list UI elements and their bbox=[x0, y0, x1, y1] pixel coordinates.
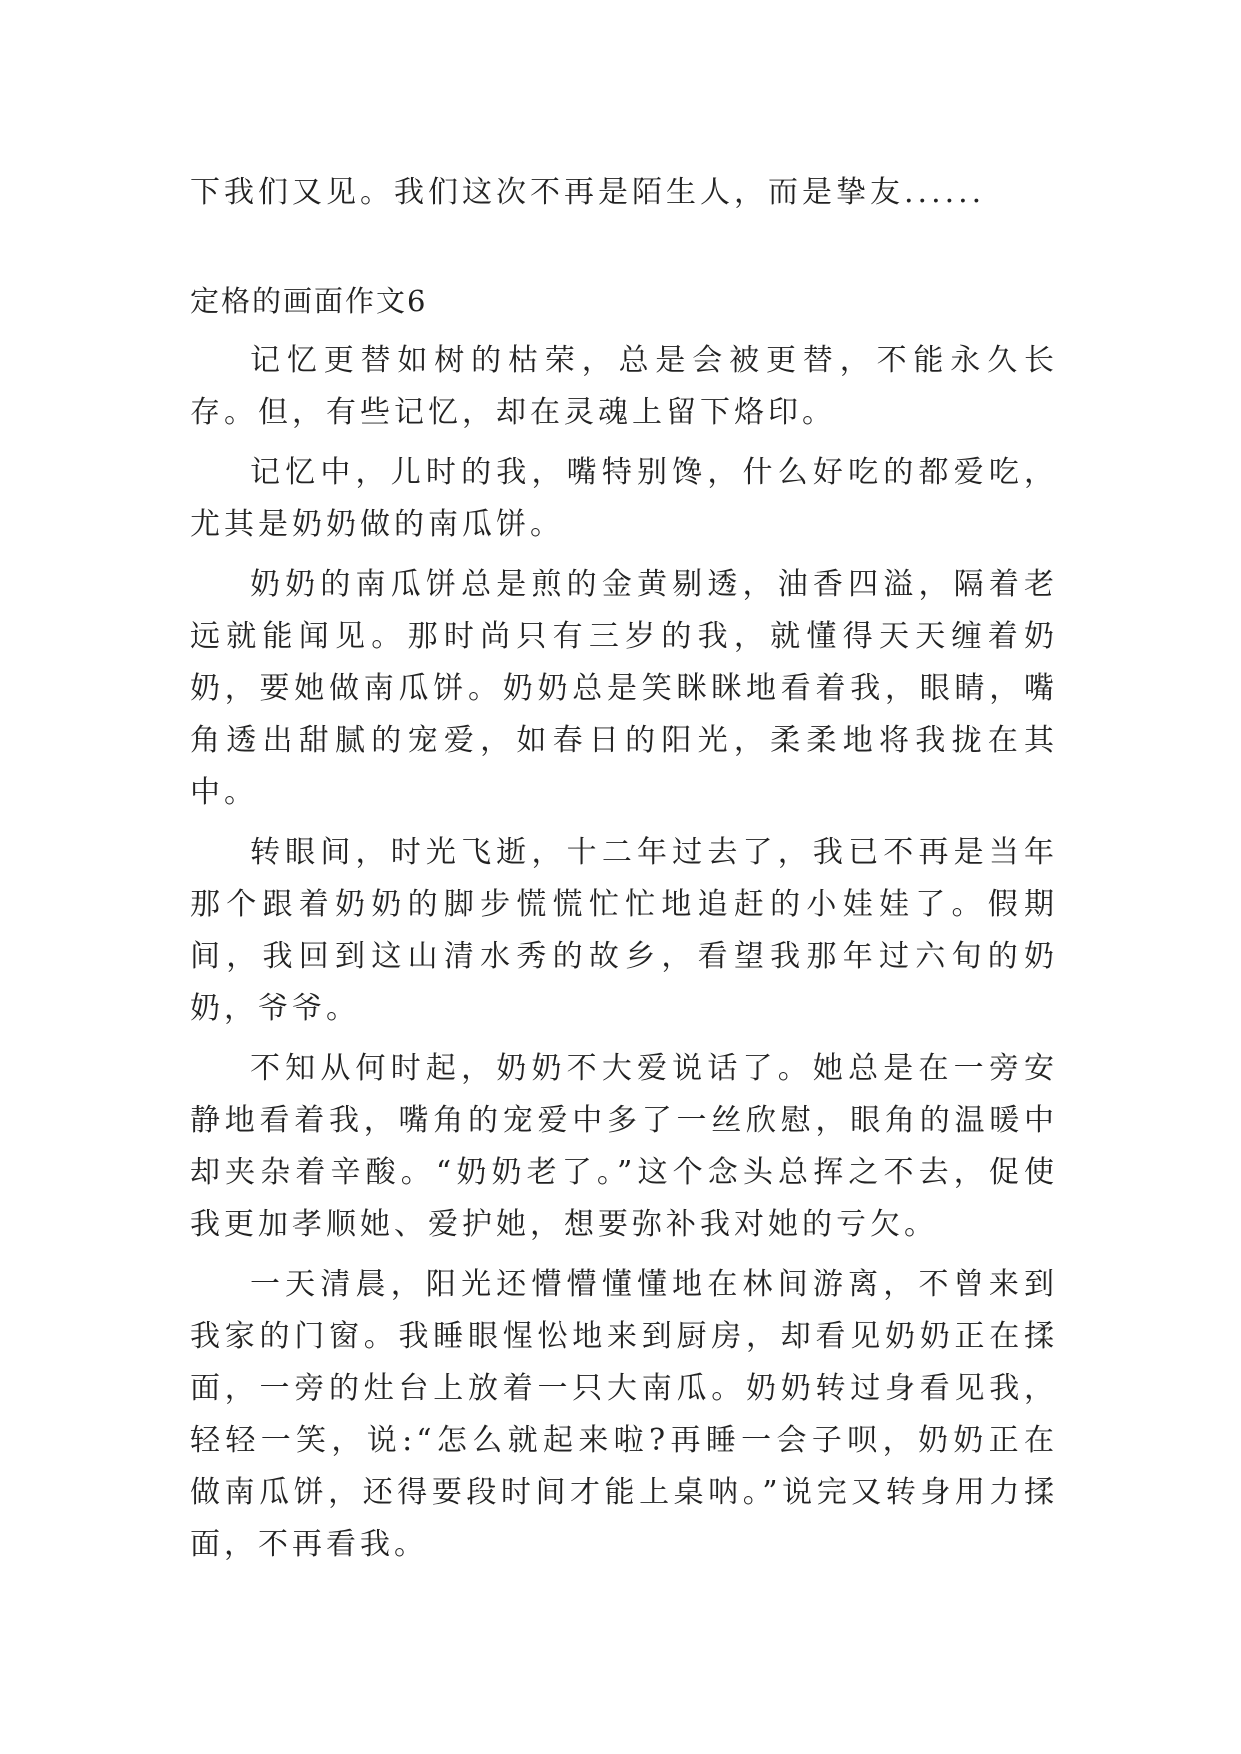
paragraph: 不知从何时起，奶奶不大爱说话了。她总是在一旁安静地看着我，嘴角的宠爱中多了一丝欣慰，眼角的温暖中却夹杂着辛酸。“奶奶老了。”这个念头总挥之不去，促使我更加孝顺她、爱护她，想要弥补我对她的亏欠。 bbox=[190, 1051, 1058, 1242]
paragraph: 记忆更替如树的枯荣，总是会被更替，不能永久长存。但，有些记忆，却在灵魂上留下烙印。 bbox=[190, 343, 1058, 430]
document-body bbox=[190, 167, 1058, 1579]
paragraph: 一天清晨，阳光还懵懵懂懂地在林间游离，不曾来到我家的门窗。我睡眼惺忪地来到厨房，却看见奶奶正在揉面，一旁的灶台上放着一只大南瓜。奶奶转过身看见我，轻轻一笑，说:“怎么就起来啦?再睡一会子呗，奶奶正在做南瓜饼，还得要段时间才能上桌呐。”说完又转身用力揉面，不再看我。 bbox=[190, 1267, 1058, 1562]
paragraph: 奶奶的南瓜饼总是煎的金黄剔透，油香四溢，隔着老远就能闻见。那时尚只有三岁的我，就懂得天天缠着奶奶，要她做南瓜饼。奶奶总是笑眯眯地看着我，眼睛，嘴角透出甜腻的宠爱，如春日的阳光，柔柔地将我拢在其中。 bbox=[190, 567, 1058, 810]
essay-title: 定格的画面作文6 bbox=[190, 284, 428, 318]
paragraph: 记忆中，儿时的我，嘴特别馋，什么好吃的都爱吃，尤其是奶奶做的南瓜饼。 bbox=[190, 455, 1058, 542]
continuation-text: 下我们又见。我们这次不再是陌生人，而是挚友...... bbox=[190, 175, 986, 210]
paragraph: 转眼间，时光飞逝，十二年过去了，我已不再是当年那个跟着奶奶的脚步慌慌忙忙地追赶的小娃娃了。假期间，我回到这山清水秀的故乡，看望我那年过六旬的奶奶，爷爷。 bbox=[190, 835, 1058, 1026]
